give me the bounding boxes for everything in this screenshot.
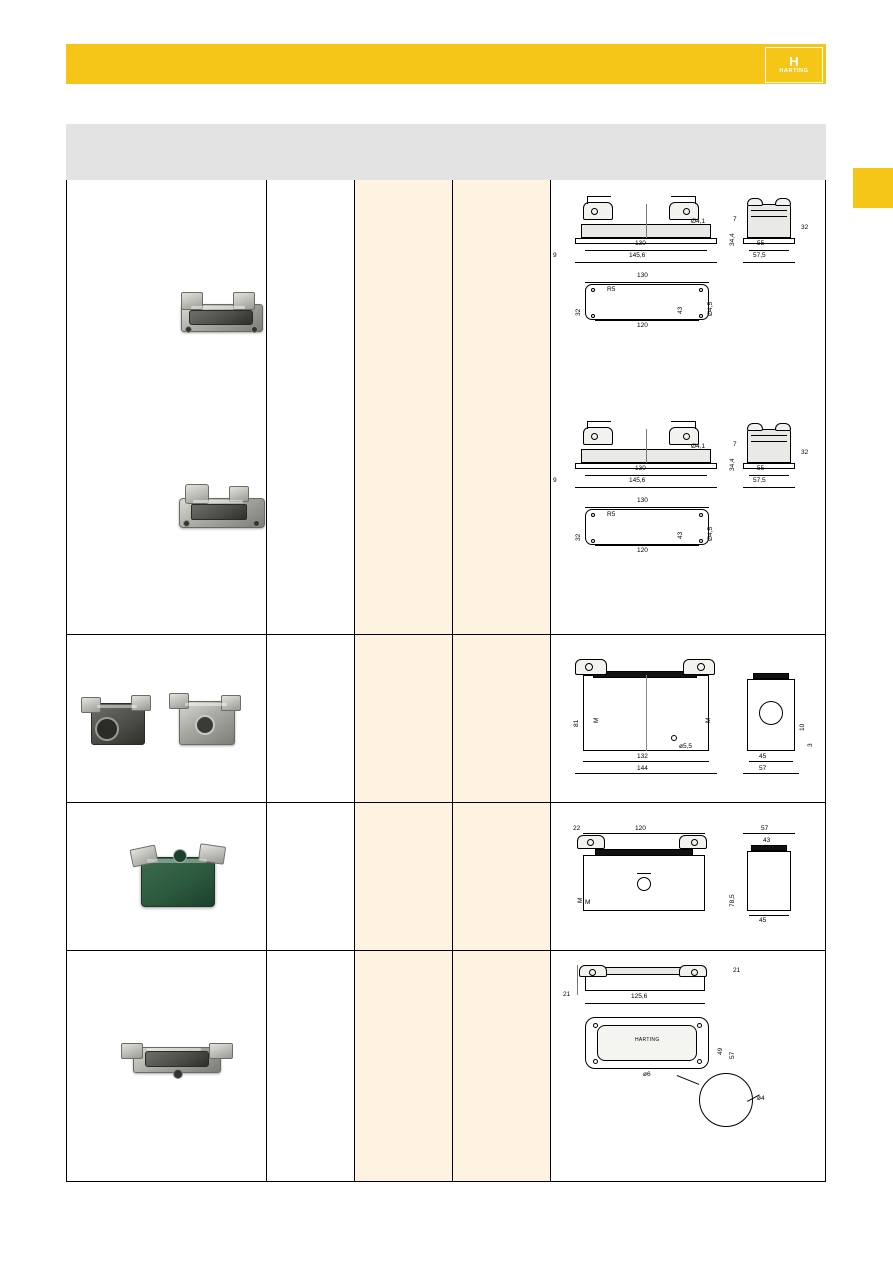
product-photo-cell [67, 635, 267, 802]
order-no-1-cell [355, 180, 453, 634]
type-cell [267, 180, 355, 634]
order-no-2-cell [453, 951, 551, 1181]
order-no-2-text [453, 180, 550, 188]
product-photo-cell [67, 803, 267, 950]
type-text [267, 180, 354, 188]
logo-wordmark: HARTING [779, 68, 809, 74]
table-row [67, 180, 825, 635]
surface-mounted-housing-photo [175, 290, 267, 340]
order-no-2-cell [453, 803, 551, 950]
dimension-drawing-cell [551, 803, 825, 950]
order-no-1-cell [355, 635, 453, 802]
han-16b-protective-cover-drawing: 21 21 125,6 HARTING 49 57 ø6 ø4 [551, 951, 825, 1181]
side-tab-marker [853, 168, 893, 208]
logo-frame [765, 47, 823, 83]
bulkhead-housing-photo [175, 480, 267, 532]
green-hood-photo [129, 835, 229, 913]
type-cell [267, 635, 355, 802]
product-photo-cell [67, 951, 267, 1181]
order-no-2-cell [453, 180, 551, 634]
type-text [267, 635, 354, 643]
type-text [267, 803, 354, 811]
order-no-2-text [453, 951, 550, 959]
table-row [67, 803, 825, 951]
order-no-1-text [355, 635, 452, 643]
header-bar [66, 44, 826, 84]
harting-logo [762, 44, 826, 86]
han-16b-top-entry-hood-drawing: 22 120 M M 57 43 78,5 45 [551, 803, 825, 950]
angled-hoods-pair-photo [77, 687, 157, 751]
order-no-1-cell [355, 803, 453, 950]
order-no-2-cell [453, 635, 551, 802]
type-text [267, 951, 354, 959]
product-photo-cell [67, 180, 267, 634]
title-area [66, 84, 827, 124]
han-16b-bulkhead-drawing: Ø4,1 7 34,4 130 145,6 9 55 32 57,5 130 R5 43 Ø4,5 32 120 [551, 405, 825, 595]
table-row [67, 635, 825, 803]
order-no-1-cell [355, 951, 453, 1181]
product-table [66, 180, 826, 1182]
order-no-1-text [355, 180, 452, 188]
han-16b-hood-side-entry-drawing: 81 M M ø5,5 132 144 10 3 45 57 [551, 635, 825, 802]
order-no-1-text [355, 803, 452, 811]
table-row [67, 951, 825, 1181]
order-no-2-text [453, 635, 550, 643]
type-cell [267, 803, 355, 950]
angled-hood-second-photo [165, 685, 249, 751]
dimension-drawing-cell [551, 951, 825, 1181]
dimension-drawing-cell [551, 635, 825, 802]
han-16b-surface-mount-drawing: Ø4,1 7 34,4 130 145,6 9 55 32 57,5 130 R5 43 Ø4,5 32 120 [551, 180, 825, 370]
subhead-bar [66, 124, 826, 180]
dimension-drawing-cell [551, 180, 825, 634]
cover-with-chain-photo [117, 1031, 237, 1087]
order-no-2-text [453, 803, 550, 811]
logo-mark-icon: H [789, 54, 799, 69]
order-no-1-text [355, 951, 452, 959]
type-cell [267, 951, 355, 1181]
